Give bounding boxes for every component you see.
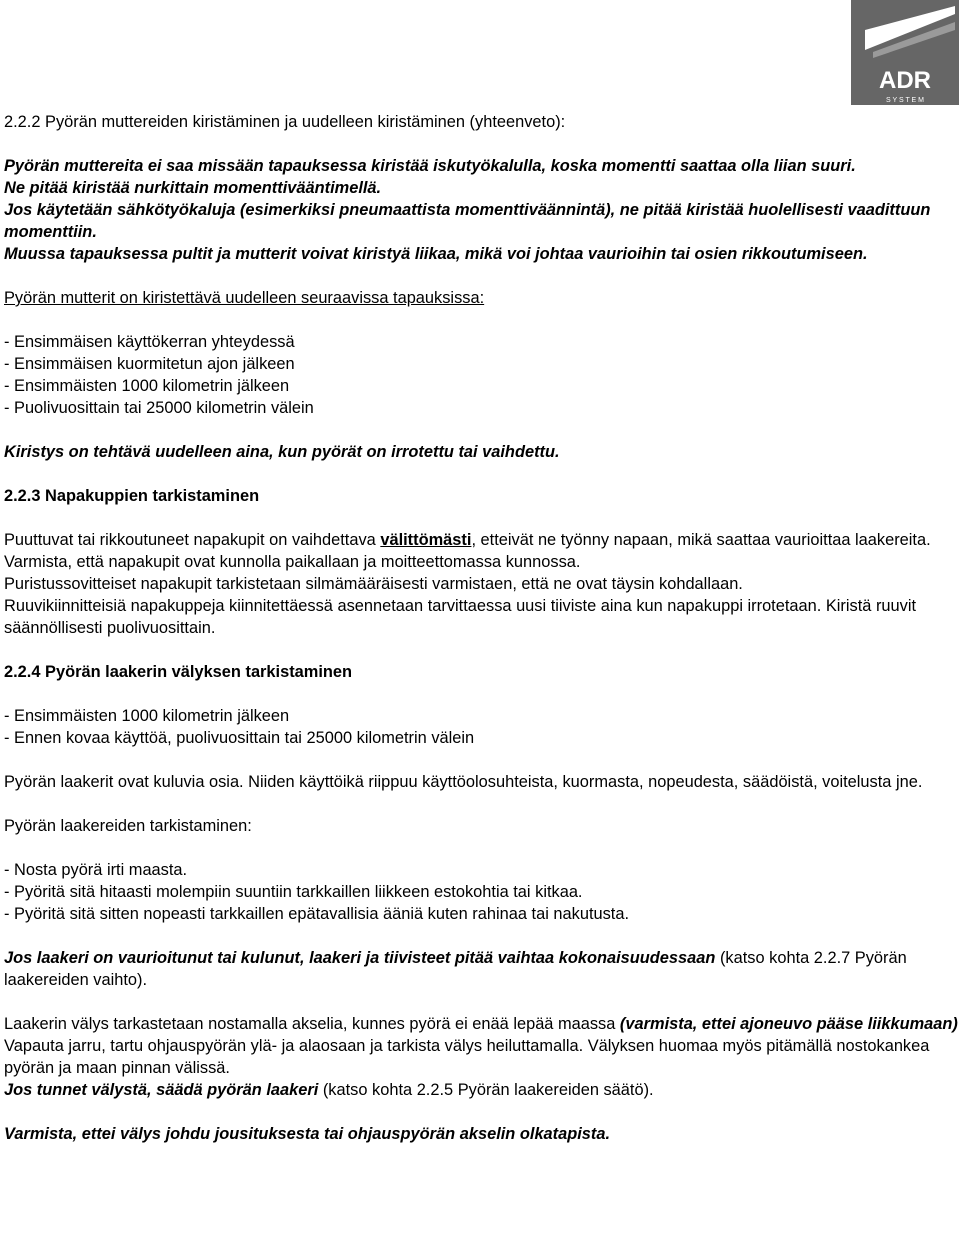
warning-impact-tool: Pyörän muttereita ei saa missään tapauksessa kiristää iskutyökalulla, koska momentti saattaa olla liian suuri. [4,157,856,175]
bearing-wear-paragraph: Pyörän laakerit ovat kuluvia osia. Niiden käyttöikä riippuu käyttöolosuhteista, kuormasta, nopeudesta, säädöistä, voitelusta jne. [4,773,923,791]
hubcap-paragraph-4: Ruuvikiinnitteisiä napakuppeja kiinnitettäessä asennetaan tarvittaessa uusi tiiviste aina kun napakuppi irrotetaan. Kiristä ruuvit säännöllisesti puolivuosittain. [4,597,917,637]
section-title: Pyörän laakerin välyksen tarkistaminen [45,663,353,681]
bearing-damaged-paragraph [4,947,958,991]
list-item: - Ensimmäisen kuormitetun ajon jälkeen [4,355,295,373]
retighten-heading: Pyörän mutterit on kiristettävä uudelleen seuraavissa tapauksissa: [4,289,485,307]
hubcap-paragraph-2: Varmista, että napakupit ovat kunnolla paikallaan ja moitteettomassa kunnossa. [4,553,581,571]
list-item: - Puolivuosittain tai 25000 kilometrin välein [4,399,314,417]
warning-torque-wrench: Ne pitää kiristää nurkittain momenttiväänt​imellä. [4,179,382,197]
text-run: , etteivät ne työnny napaan, mikä saattaa vaurioittaa laakereita. [471,531,931,549]
section-heading-2-2-4 [4,661,958,683]
bearing-check-heading: Pyörän laakereiden tarkistaminen: [4,817,252,835]
hubcap-paragraph-3: Puristussovitteiset napakupit tarkistetaan silmämääräisesti varmistaen, että ne ovat täysin kohdallaan. [4,575,743,593]
text-run: Laakerin välys tarkastetaan nostamalla akselia, kunnes pyörä ei enää lepää maassa [4,1015,620,1033]
text-run: (katso kohta 2.2.7 Pyörän laakereiden vaihto). [4,949,907,989]
emphasis-adjust: Jos tunnet välystä, säädä pyörän laakeri [4,1081,319,1099]
emphasis-vehicle-secure: (varmista, ettei ajoneuvo pääse liikkumaan) [619,1015,958,1033]
list-item: - Ensimmäisten 1000 kilometrin jälkeen [4,377,290,395]
bearing-play-paragraph [4,1013,958,1035]
list-item: - Ensimmäisten 1000 kilometrin jälkeen [4,707,290,725]
bearing-adjust-paragraph [4,1079,958,1101]
list-item: - Ensimmäisen käyttökerran yhteydessä [4,333,295,351]
hubcap-paragraph-1 [4,529,958,551]
section-title: Napakuppien tarkistaminen [45,487,260,505]
list-item: - Nosta pyörä irti maasta. [4,861,188,879]
bearing-play-paragraph-2: Vapauta jarru, tartu ohjauspyörän ylä- ja alaosaan ja tarkista välys heiluttamalla. Välyksen huomaa myös pitämällä nostokankea pyörän ja maan pinnan välissä. [4,1037,930,1077]
warning-power-tools: Jos käytetään sähkötyökaluja (esimerkiksi pneumaattista momenttiväännintä), ne pitää kiristää huolellisesti vaadittuun momenttiin. [4,201,931,241]
bearing-final-note: Varmista, ettei välys johdu jousituksesta tai ohjauspyörän akselin olkatapista. [4,1125,611,1143]
emphasis-immediately: välittömästi [380,531,472,549]
list-item: - Ennen kovaa käyttöä, puolivuosittain tai 25000 kilometrin välein [4,729,475,747]
warning-overtighten: Muussa tapauksessa pultit ja mutterit voivat kiristyä liikaa, mikä voi johtaa vaurioihin tai osien rikkoutumiseen. [4,245,868,263]
text-run: Puuttuvat tai rikkoutuneet napakupit on vaihdettava [4,531,381,549]
svg-text:S Y S T E M: S Y S T E M [885,97,925,104]
emphasis-damaged: Jos laakeri on vaurioitunut tai kulunut, laakeri ja tiivisteet pitää vaihtaa kokonaisuudessaan [4,949,716,967]
list-item: - Pyöritä sitä sitten nopeasti tarkkaillen epätavallisia ääniä kuten rahinaa tai nakutusta. [4,905,630,923]
section-heading-2-2-3 [4,485,958,507]
text-run: (katso kohta 2.2.5 Pyörän laakereiden säätö). [318,1081,654,1099]
section-number: 2.2.4 [4,663,41,681]
section-number: 2.2.3 [4,487,41,505]
list-item: - Pyöritä sitä hitaasti molempiin suuntiin tarkkaillen liikkeen estokohtia tai kitkaa. [4,883,583,901]
document-body [4,111,958,1145]
adr-system-logo [851,0,959,105]
svg-text:ADR: ADR [879,67,931,94]
retighten-note: Kiristys on tehtävä uudelleen aina, kun pyörät on irrotettu tai vaihdettu. [4,443,560,461]
section-heading-2-2-2: 2.2.2 Pyörän muttereiden kiristäminen ja uudelleen kiristäminen (yhteenveto): [4,113,566,131]
